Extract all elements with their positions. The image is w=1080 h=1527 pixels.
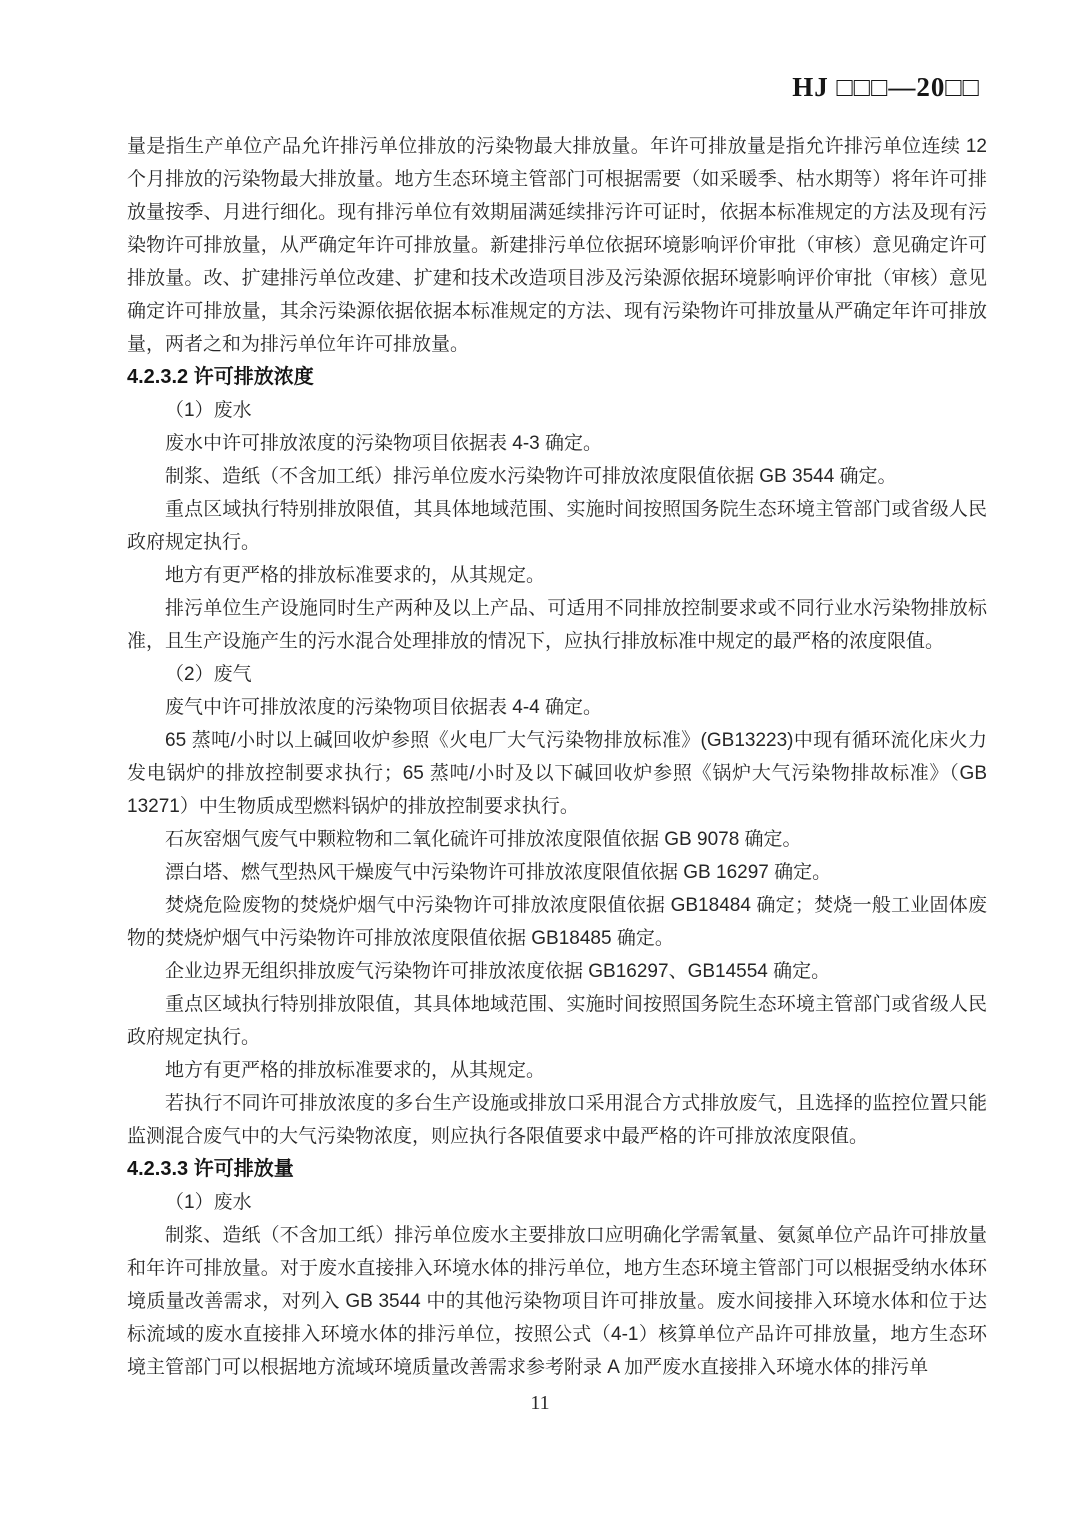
body-paragraph: 排污单位生产设施同时生产两种及以上产品、可适用不同排放控制要求或不同行业水污染物排放标准，且生产设施产生的污水混合处理排放的情况下，应执行排放标准中规定的最严格的浓度限值。	[127, 598, 987, 652]
body-paragraph: 若执行不同许可排放浓度的多台生产设施或排放口采用混合方式排放废气，且选择的监控位置只能监测混合废气中的大气污染物浓度，则应执行各限值要求中最严格的许可排放浓度限值。	[127, 1093, 987, 1147]
body-paragraph: 地方有更严格的排放标准要求的，从其规定。	[165, 1060, 546, 1081]
body-paragraph: 量是指生产单位产品允许排污单位排放的污染物最大排放量。年许可排放量是指允许排污单位连续 12 个月排放的污染物最大排放量。地方生态环境主管部门可根据需要（如采暖季、枯水期等）将年许可排放量按季、月进行细化。现有排污单位有效期届满延续排污许可证时，依据本标准规定的方法及现有污染物许可排放量，从严确定年许可排放量。新建排污单位依据环境影响评价审批（审核）意见确定许可排放量。改、扩建排污单位改建、扩建和技术改造项目涉及污染源依据环境影响评价审批（审核）意见确定许可排放量，其余污染源依据依据本标准规定的方法、现有污染物许可排放量从严确定年许可排放量，两者之和为排污单位年许可排放量。	[127, 136, 987, 355]
body-paragraph: 65 蒸吨/小时以上碱回收炉参照《火电厂大气污染物排放标准》(GB13223)中现有循环流化床火力发电锅炉的排放控制要求执行；65 蒸吨/小时及以下碱回收炉参照《锅炉大气污染物排故标准》（GB 13271）中生物质成型燃料锅炉的排放控制要求执行。	[127, 730, 987, 817]
doc-number-header: HJ □□□—20□□	[792, 72, 980, 102]
body-paragraph: 企业边界无组织排放废气污染物许可排放浓度依据 GB16297、GB14554 确定。	[165, 961, 831, 982]
section-heading-4-2-3-2: 4.2.3.2 许可排放浓度	[127, 366, 314, 388]
subsection-label-waste-gas: （2）废气	[165, 664, 252, 685]
body-paragraph: 地方有更严格的排放标准要求的，从其规定。	[165, 565, 546, 586]
page-number: 11	[530, 1392, 550, 1414]
body-paragraph: 废水中许可排放浓度的污染物项目依据表 4-3 确定。	[165, 433, 603, 454]
subsection-label-wastewater: （1）废水	[165, 400, 252, 421]
document-body	[127, 130, 987, 1384]
body-paragraph: 制浆、造纸（不含加工纸）排污单位废水主要排放口应明确化学需氧量、氨氮单位产品许可排放量和年许可排放量。对于废水直接排入环境水体的排污单位，地方生态环境主管部门可以根据受纳水体环境质量改善需求，对列入 GB 3544 中的其他污染物项目许可排放量。废水间接排入环境水体和位于达标流域的废水直接排入环境水体的排污单位，按照公式（4-1）核算单位产品许可排放量，地方生态环境主管部门可以根据地方流域环境质量改善需求参考附录 A 加严废水直接排入环境水体的排污单	[127, 1225, 987, 1378]
body-paragraph: 废气中许可排放浓度的污染物项目依据表 4-4 确定。	[165, 697, 603, 718]
body-paragraph: 重点区域执行特别排放限值，其具体地域范围、实施时间按照国务院生态环境主管部门或省级人民政府规定执行。	[127, 499, 987, 553]
body-paragraph: 漂白塔、燃气型热风干燥废气中污染物许可排放浓度限值依据 GB 16297 确定。	[165, 862, 832, 883]
body-paragraph: 石灰窑烟气废气中颗粒物和二氧化硫许可排放浓度限值依据 GB 9078 确定。	[165, 829, 802, 850]
body-paragraph: 重点区域执行特别排放限值，其具体地域范围、实施时间按照国务院生态环境主管部门或省级人民政府规定执行。	[127, 994, 987, 1048]
body-paragraph: 制浆、造纸（不含加工纸）排污单位废水污染物许可排放浓度限值依据 GB 3544 确定。	[165, 466, 897, 487]
subsection-label-wastewater: （1）废水	[165, 1192, 252, 1213]
section-heading-4-2-3-3: 4.2.3.3 许可排放量	[127, 1158, 294, 1180]
body-paragraph: 焚烧危险废物的焚烧炉烟气中污染物许可排放浓度限值依据 GB18484 确定；焚烧一般工业固体废物的焚烧炉烟气中污染物许可排放浓度限值依据 GB18485 确定。	[127, 895, 987, 949]
